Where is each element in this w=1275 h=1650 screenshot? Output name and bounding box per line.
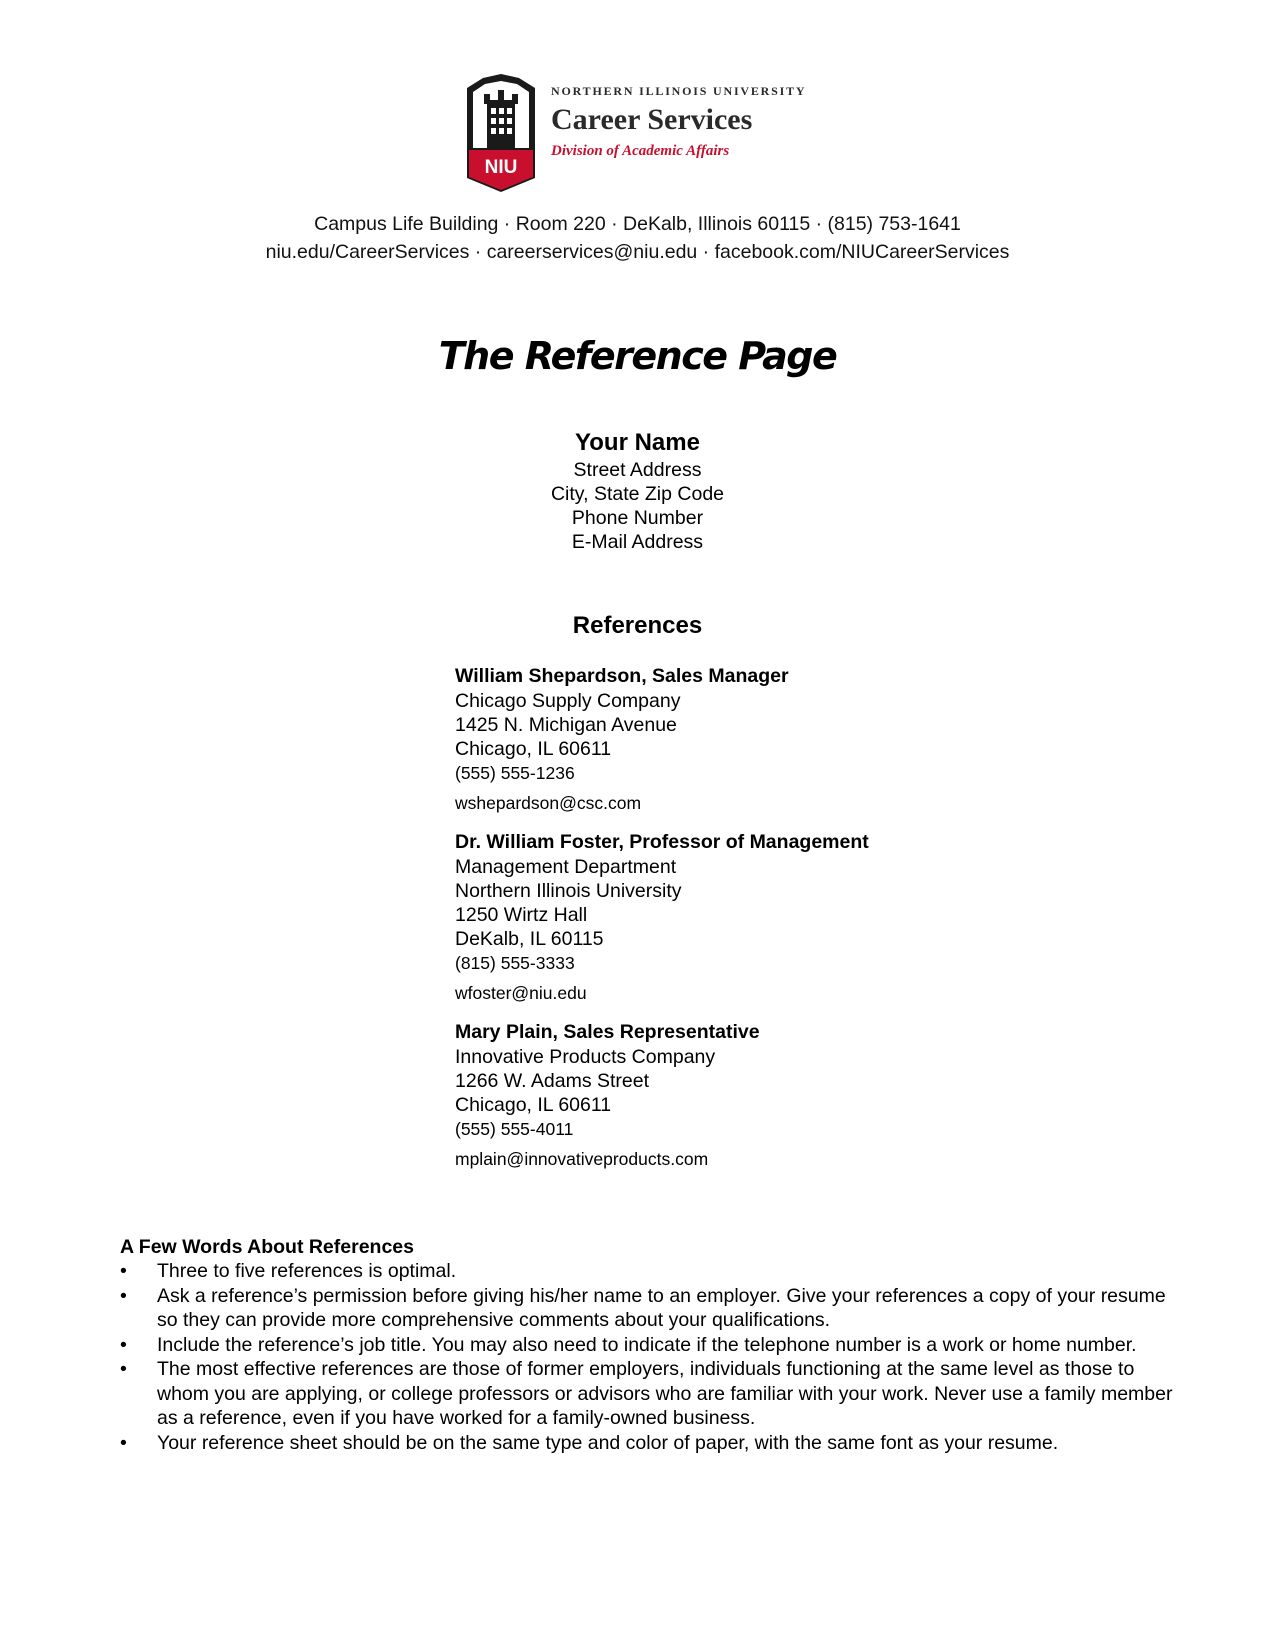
applicant-name: Your Name [575,429,700,456]
logo-division-name: Division of Academic Affairs [551,143,730,159]
reference-phone: (555) 555-4011 [455,1119,574,1139]
office-web-line: niu.edu/CareerServices · careerservices@niu.edu · facebook.com/NIUCareerServices [265,241,1010,263]
niu-career-services-logo [465,74,805,194]
office-address-line: Campus Life Building · Room 220 · DeKalb, Illinois 60115 · (815) 753-1641 [314,213,961,235]
niu-tower-shield-icon [465,74,537,192]
reference-entry [455,664,1215,815]
reference-street: 1250 Wirtz Hall [455,904,588,926]
tips-heading: A Few Words About References [120,1236,414,1258]
list-item [120,1357,1190,1431]
reference-street: 1425 N. Michigan Avenue [455,714,677,736]
reference-city: DeKalb, IL 60115 [455,928,604,950]
bullet-icon: • [120,1284,127,1307]
applicant-email: E-Mail Address [571,531,704,553]
reference-email: mplain@innovativeproducts.com [455,1149,709,1169]
bullet-icon: • [120,1358,127,1380]
reference-tips [120,1235,1190,1455]
reference-name-title: Dr. William Foster, Professor of Management [455,831,869,853]
tip-text: Three to five references is optimal. [157,1260,457,1282]
reference-email: wshepardson@csc.com [455,793,642,813]
logo-office-name: Career Services [551,103,753,136]
list-item [120,1284,1190,1333]
logo-wordmark [551,84,811,160]
logo-monogram: NIU [484,157,518,178]
tip-text: Include the reference’s job title. You may also need to indicate if the telephone number is a work or home number. [157,1333,1137,1356]
list-item [120,1333,1190,1358]
reference-street: 1266 W. Adams Street [455,1070,650,1092]
reference-organization: Innovative Products Company [455,1046,716,1068]
reference-department: Management Department [455,856,677,878]
page-title: The Reference Page [438,334,837,378]
applicant-phone: Phone Number [571,507,704,529]
reference-name-title: Mary Plain, Sales Representative [455,1021,760,1043]
applicant-street: Street Address [573,459,702,481]
reference-organization: Northern Illinois University [455,880,682,902]
logo-university-name: NORTHERN ILLINOIS UNIVERSITY [551,84,807,98]
reference-phone: (815) 555-3333 [455,953,575,973]
tip-text: The most effective references are those of former employers, individuals functioning at the same level as those to whom you are applying, or college professors or advisors who are familiar with your work. Never use a family member as a reference, even if you have worked for a family-owned business. [157,1358,1173,1429]
reference-city: Chicago, IL 60611 [455,738,612,760]
applicant-block [0,428,1275,554]
reference-email: wfoster@niu.edu [455,983,587,1003]
tips-list [120,1259,1190,1455]
applicant-city-state-zip: City, State Zip Code [550,483,725,505]
list-item [120,1431,1190,1456]
references-heading: References [572,612,703,639]
reference-name-title: William Shepardson, Sales Manager [455,665,789,687]
reference-city: Chicago, IL 60611 [455,1094,612,1116]
reference-phone: (555) 555-1236 [455,763,575,783]
tip-text: Ask a reference’s permission before giving his/her name to an employer. Give your references a copy of your resume so they can provide more comprehensive comments about your qualifications. [157,1284,1166,1331]
reference-entry [455,830,1215,1005]
list-item [120,1259,1190,1284]
reference-entry [455,1020,1215,1171]
bullet-icon: • [120,1260,127,1282]
bullet-icon: • [120,1431,127,1454]
tip-text: Your reference sheet should be on the same type and color of paper, with the same font as your resume. [157,1431,1059,1454]
bullet-icon: • [120,1333,127,1356]
reference-organization: Chicago Supply Company [455,690,681,712]
